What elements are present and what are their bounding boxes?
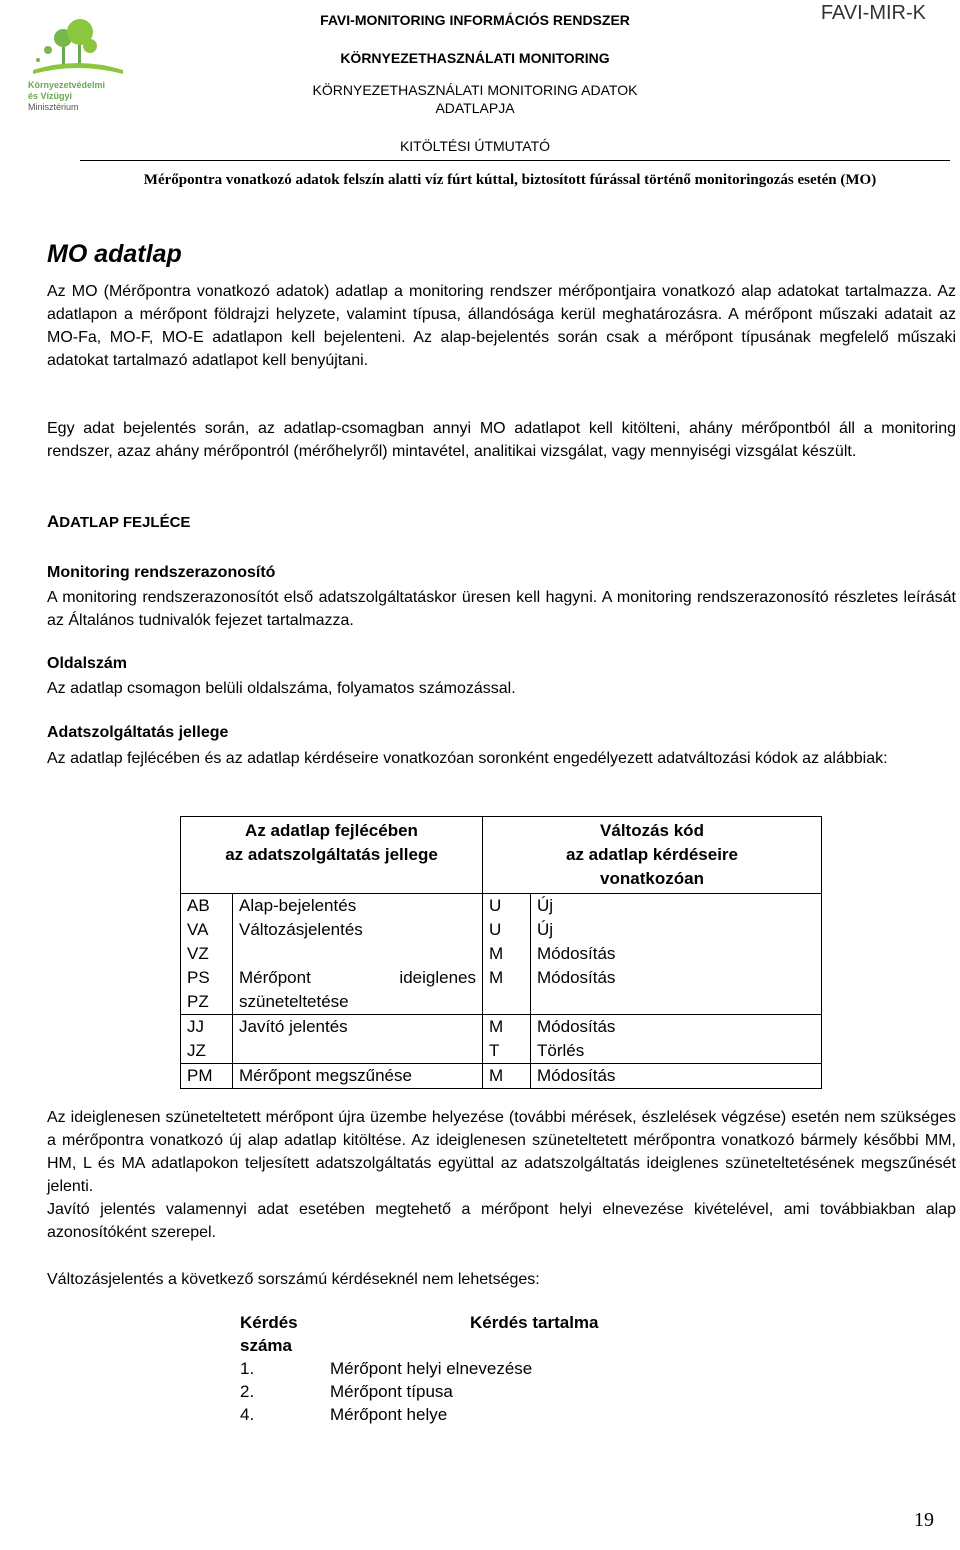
section-heading-rest: DATLAP FEJLÉCE xyxy=(59,514,191,531)
table-row xyxy=(181,966,822,990)
change-desc: Módosítás xyxy=(531,966,822,990)
service-desc: Javító jelentés xyxy=(233,1015,483,1040)
change-code-table xyxy=(180,816,822,1089)
change-desc: Új xyxy=(531,918,822,942)
intro-paragraph: Az MO (Mérőpontra vonatkozó adatok) adatlap a monitoring rendszer mérőpontjaira vonatkozó alap adatokat tartalmazza. Az adatlapon a mérőpont földrajzi helyzete, valamint típusa, állandósága kerül meghatározásra. A mérőpont műszaki adatait az MO-Fa, MO-F, MO-E adatlapon kell bejelenteni. Az alap-bejelentés során csak a mérőpont típusának megfelelő műszaki adatokat tartalmazó adatlapot kell benyújtani. xyxy=(47,283,956,369)
page-number: 19 xyxy=(914,1509,934,1531)
header-data-line: KÖRNYEZETHASZNÁLATI MONITORING ADATOK xyxy=(312,82,638,98)
change-code: M xyxy=(483,1015,531,1040)
change-code: M xyxy=(483,942,531,966)
service-desc: Változásjelentés xyxy=(233,918,483,942)
change-desc: Törlés xyxy=(531,1039,822,1064)
restriction-paragraph: Változásjelentés a következő sorszámú kérdéseknél nem lehetséges: xyxy=(47,1271,540,1288)
header-rule xyxy=(80,160,950,161)
header-subject: Mérőpontra vonatkozó adatok felszín alatti víz fúrt kúttal, biztosított fúrással történő monitoringozás esetén (MO) xyxy=(143,172,877,188)
system-id-paragraph: A monitoring rendszerazonosítót első adatszolgáltatáskor üresen kell hagyni. A monitoring rendszerazonosító részletes leírását az Általános tudnivalók fejezet tartalmazza. xyxy=(47,589,956,629)
change-desc: Új xyxy=(531,894,822,919)
service-desc xyxy=(233,942,483,966)
question-number: 4. xyxy=(240,1405,255,1424)
service-code: JZ xyxy=(181,1039,233,1064)
suspension-paragraph: Az ideiglenesen szüneteltetett mérőpont újra üzembe helyezése (további mérések, észlelések végzése) esetén nem szükséges a mérőpontra vonatkozó új alap adatlap kitöltése. Az ideiglenesen szüneteltetett mérőpontra vonatkozó bármely későbbi MM, HM, L és MA adatlapokon teljesített adatszolgáltatás együttal az adatszolgáltatás ideiglenes szüneteltetésének megszűnését jelenti. xyxy=(47,1109,956,1195)
table-header-left: Az adatlap fejlécében az adatszolgáltatás jellege xyxy=(181,817,483,894)
change-code: U xyxy=(483,894,531,919)
service-desc: Alap-bejelentés xyxy=(233,894,483,919)
question-content: Mérőpont helyi elnevezése xyxy=(330,1359,533,1378)
service-desc: Mérőpont megszűnése xyxy=(233,1064,483,1089)
question-number-header: Kérdés xyxy=(240,1313,298,1332)
change-code xyxy=(483,990,531,1015)
heading-service-type: Adatszolgáltatás jellege xyxy=(47,724,229,741)
question-number-header-2: száma xyxy=(240,1336,292,1355)
service-code: AB xyxy=(181,894,233,919)
table-row xyxy=(181,1015,822,1040)
section-heading xyxy=(47,512,190,532)
change-desc: Módosítás xyxy=(531,1015,822,1040)
service-code: JJ xyxy=(181,1015,233,1040)
header-system-name: FAVI-MONITORING INFORMÁCIÓS RENDSZER xyxy=(320,12,630,28)
service-code: PZ xyxy=(181,990,233,1015)
question-content: Mérőpont típusa xyxy=(330,1382,453,1401)
question-number: 1. xyxy=(240,1359,255,1378)
service-code: VZ xyxy=(181,942,233,966)
header-guide: KITÖLTÉSI ÚTMUTATÓ xyxy=(399,138,551,154)
change-code: T xyxy=(483,1039,531,1064)
service-code: PM xyxy=(181,1064,233,1089)
document-code: FAVI-MIR-K xyxy=(820,2,926,24)
change-code: M xyxy=(483,1064,531,1089)
table-header-right: Változás kód az adatlap kérdéseire vonatkozóan xyxy=(483,817,822,894)
service-desc: Mérőpont ideiglenes xyxy=(233,966,483,990)
change-desc: Módosítás xyxy=(531,942,822,966)
heading-system-id: Monitoring rendszerazonosító xyxy=(47,564,276,581)
service-desc xyxy=(233,1039,483,1064)
logo-text-line2: és Vízügyi xyxy=(28,91,73,101)
table-row xyxy=(181,1039,822,1064)
section-heading-initial: A xyxy=(47,512,60,531)
page-number-paragraph: Az adatlap csomagon belüli oldalszáma, folyamatos számozással. xyxy=(47,680,516,697)
table-header-row xyxy=(181,817,822,894)
table-row xyxy=(181,990,822,1015)
service-type-paragraph: Az adatlap fejlécében és az adatlap kérdéseire vonatkozóan soronként engedélyezett adatváltozási kódok az alábbiak: xyxy=(47,750,888,767)
service-code: PS xyxy=(181,966,233,990)
service-code: VA xyxy=(181,918,233,942)
change-desc xyxy=(531,990,822,1015)
change-code: U xyxy=(483,918,531,942)
change-code: M xyxy=(483,966,531,990)
count-paragraph: Egy adat bejelentés során, az adatlap-csomagban annyi MO adatlapot kell kitölteni, ahány mérőpontból áll a monitoring rendszer, azaz ahány mérőpontról (mérőhelyről) mintavétel, analitikai vizsgálat, vagy mennyiségi vizsgálat készült. xyxy=(47,420,956,460)
heading-page-number: Oldalszám xyxy=(47,655,128,672)
header-monitoring: KÖRNYEZETHASZNÁLATI MONITORING xyxy=(340,50,610,66)
logo-text-line3: Minisztérium xyxy=(28,102,79,112)
correction-paragraph: Javító jelentés valamennyi adat esetében megtehető a mérőpont helyi elnevezése kivételével, ami továbbiakban alap azonosítóként szerepel. xyxy=(47,1201,956,1241)
change-desc: Módosítás xyxy=(531,1064,822,1089)
ministry-logo xyxy=(28,18,128,118)
logo-text-line1: Környezetvédelmi xyxy=(28,80,106,90)
question-number: 2. xyxy=(240,1382,255,1401)
question-content: Mérőpont helye xyxy=(330,1405,448,1424)
table-row xyxy=(181,894,822,919)
table-row xyxy=(181,918,822,942)
table-row xyxy=(181,942,822,966)
page-title: MO adatlap xyxy=(47,240,182,268)
header-datasheet: ADATLAPJA xyxy=(435,100,515,116)
table-row xyxy=(181,1064,822,1089)
question-content-header: Kérdés tartalma xyxy=(470,1313,599,1332)
service-desc: szüneteltetése xyxy=(233,990,483,1015)
